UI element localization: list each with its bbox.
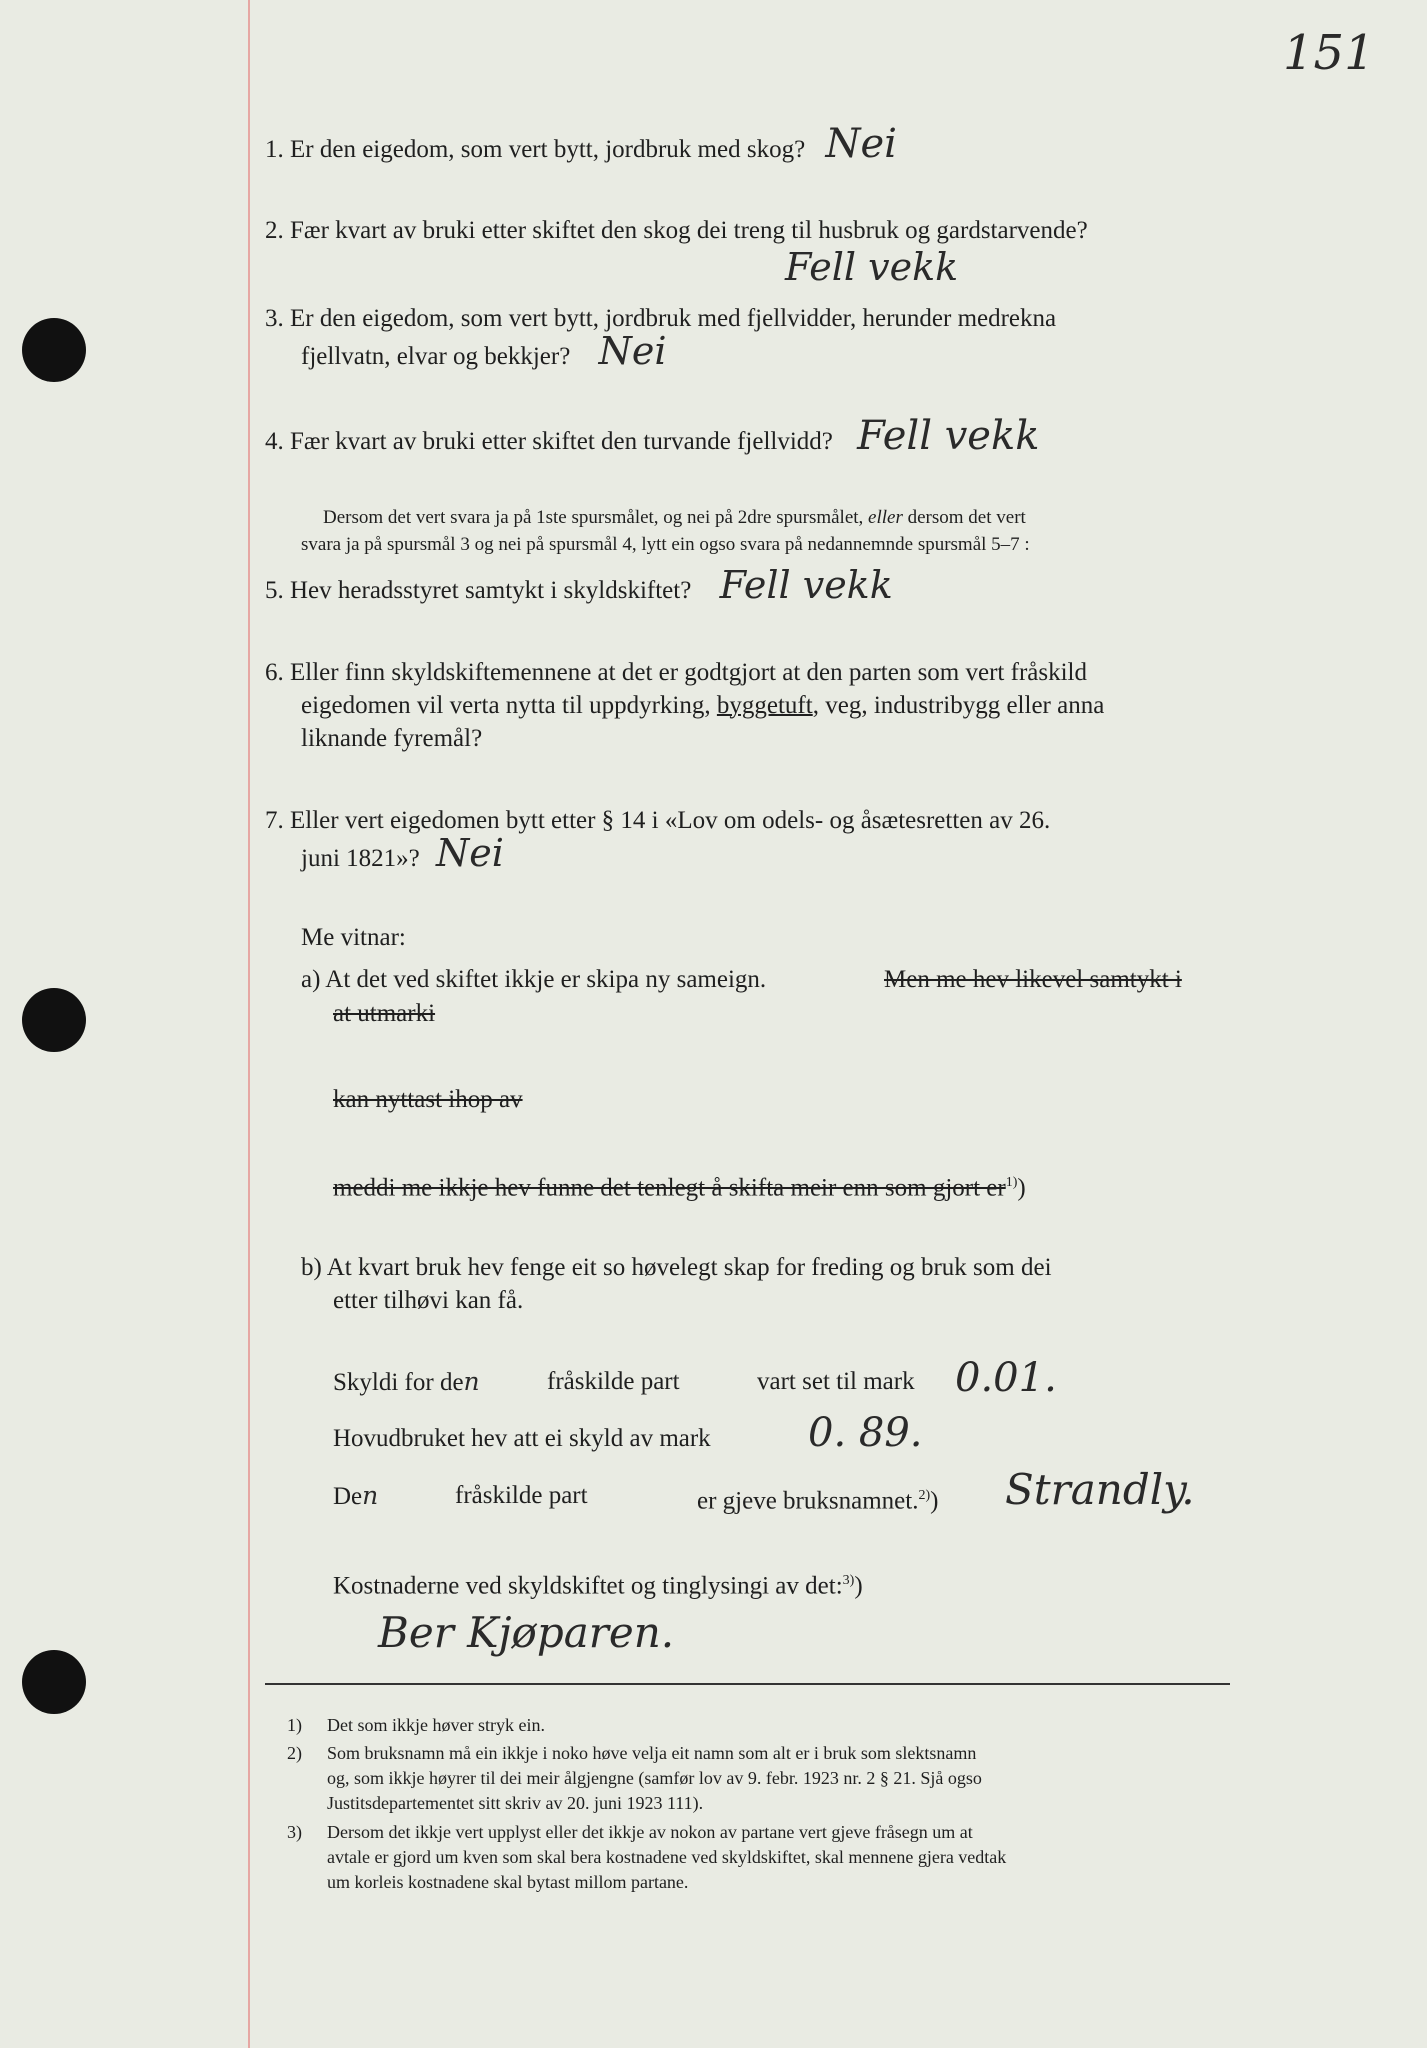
note-emphasis: eller: [868, 507, 903, 528]
question-number: 3.: [265, 305, 284, 332]
instruction-note-line-1: [323, 505, 1026, 531]
punch-hole-top: [22, 318, 86, 382]
skyld-line-3-part: fråskilde part: [455, 1482, 588, 1509]
note-text: dersom det vert: [907, 507, 1026, 528]
handwritten-answer: Nei: [436, 831, 504, 875]
question-number: 6.: [265, 659, 284, 686]
kostnad-answer: Ber Kjøparen.: [378, 1608, 675, 1657]
footnote-1-mark: 1): [287, 1715, 302, 1735]
question-7: [265, 804, 1050, 837]
question-4: [265, 413, 1040, 459]
question-number: 4.: [265, 428, 284, 455]
footnote-rule: [265, 1683, 1230, 1685]
question-text: Eller vert eigedomen bytt etter § 14 i «Lov om odels- og åsætesretten av 26.: [290, 807, 1051, 834]
page-number: 151: [1283, 25, 1375, 81]
handwritten-answer: Nei: [825, 121, 897, 167]
skyld-line-1-mark: vart set til mark: [757, 1368, 915, 1395]
item-label: a): [301, 966, 321, 993]
underlined-word: byggetuft: [716, 692, 813, 719]
question-text: juni 1821»?: [301, 845, 420, 872]
footnote-3-line-3: um korleis kostnadene skal bytast millom partane.: [327, 1872, 689, 1892]
question-text: fjellvatn, elvar og bekkjer?: [301, 343, 571, 370]
kostnad-line: [333, 1564, 863, 1602]
footnote-ref: 3): [842, 1573, 855, 1588]
item-b-line-2: etter tilhøvi kan få.: [333, 1287, 524, 1314]
handwritten-answer: Nei: [598, 329, 667, 373]
struck-text-3: kan nyttast ihop av: [333, 1086, 523, 1113]
item-text: At det ved skiftet ikkje er skipa ny sameign.: [325, 966, 767, 993]
punch-hole-bottom: [22, 1650, 86, 1714]
footnote-3-line-2: avtale er gjord um kven som skal bera kostnadene ved skyldskiftet, skal mennene gjera vedtak: [327, 1847, 1007, 1867]
skyld-line-2: Hovudbruket hev att ei skyld av mark: [333, 1425, 711, 1452]
struck-text-1: Men me hev likevel samtykt i: [884, 966, 1182, 993]
question-text: Hev heradsstyret samtykt i skyldskiftet?: [290, 577, 692, 604]
question-number: 1.: [265, 136, 284, 163]
skyld-value-part: 0.01.: [955, 1355, 1057, 1401]
question-2: [265, 214, 1088, 247]
footnote-2-line-3: Justitsdepartementet sitt skriv av 20. juni 1923 111).: [327, 1793, 704, 1813]
skyld-line-3: [333, 1479, 378, 1513]
question-number: 7.: [265, 807, 284, 834]
item-label: b): [301, 1254, 322, 1281]
question-1: [265, 121, 897, 167]
struck-text: meddi me ikkje hev funne det tenlegt å skifta meir enn som gjort er: [333, 1174, 1006, 1202]
skyld-line-3-namn: [697, 1479, 938, 1517]
item-b: [301, 1251, 1052, 1284]
label-text: er gjeve bruksnamnet.: [697, 1487, 919, 1515]
question-text: Er den eigedom, som vert bytt, jordbruk med skog?: [290, 136, 806, 163]
note-text: Dersom det vert svara ja på 1ste spursmålet, og nei på 2dre spursmålet,: [323, 507, 864, 528]
question-text: Fær kvart av bruki etter skiftet den turvande fjellvidd?: [290, 428, 833, 455]
skyld-line-1: [333, 1365, 480, 1399]
struck-text-2: at utmarki: [333, 1000, 436, 1027]
question-3-line-2: [301, 329, 667, 373]
question-6: [265, 656, 1087, 689]
punch-hole-middle: [22, 988, 86, 1052]
question-7-line-2: [301, 831, 504, 875]
question-5: [265, 563, 893, 607]
handwritten-answer-2: Fell vekk: [785, 245, 959, 289]
question-6-line-3: liknande fyremål?: [301, 725, 483, 752]
question-text: eigedomen vil verta nytta til uppdyrking,: [301, 692, 711, 719]
question-text: , veg, industribygg eller anna: [812, 692, 1105, 719]
footnote-2-line-1: Som bruksnamn må ein ikkje i noko høve velja eit namn som alt er i bruk som slektsnamn: [327, 1743, 977, 1763]
question-text: Er den eigedom, som vert bytt, jordbruk med fjellvidder, herunder medrekna: [290, 305, 1057, 332]
footnote-ref: 2): [918, 1488, 931, 1503]
struck-text-4: [333, 1166, 1026, 1204]
question-number: 5.: [265, 577, 284, 604]
footnote-3-mark: 3): [287, 1822, 302, 1842]
question-text: Fær kvart av bruki etter skiftet den skog dei treng til husbruk og gardstarvende?: [290, 217, 1088, 244]
question-text: Eller finn skyldskiftemennene at det er godtgjort at den parten som vert fråskild: [290, 659, 1087, 686]
red-margin-line: [248, 0, 250, 2048]
footnote-2-mark: 2): [287, 1743, 302, 1763]
handwritten-answer: Fell vekk: [719, 563, 893, 607]
item-a: [301, 963, 766, 996]
skyld-value-main: 0. 89.: [808, 1410, 923, 1456]
label-text: De: [333, 1483, 363, 1510]
footnote-1-text: Det som ikkje høver stryk ein.: [327, 1715, 545, 1735]
footnote-3-line-1: Dersom det ikkje vert upplyst eller det ikkje av nokon av partane vert gjeve fråsegn um at: [327, 1822, 973, 1842]
skyld-line-1-part: fråskilde part: [547, 1368, 680, 1395]
paren: ): [1017, 1174, 1026, 1202]
footnote-ref: 1): [1005, 1175, 1018, 1190]
bruksnamn-value: Strandly.: [1005, 1465, 1195, 1514]
paren: ): [854, 1572, 863, 1600]
me-vitnar-heading: Me vitnar:: [301, 924, 406, 951]
handwritten-fill: n: [463, 1367, 480, 1396]
item-text: At kvart bruk hev fenge eit so høvelegt skap for freding og bruk som dei: [326, 1254, 1052, 1281]
label-text: Skyldi for de: [333, 1369, 464, 1396]
handwritten-fill: n: [362, 1481, 379, 1510]
footnote-2-line-2: og, som ikkje høyrer til dei meir ålgjengne (samfør lov av 9. febr. 1923 nr. 2 § 21. Sjå ogso: [327, 1768, 982, 1788]
question-6-line-2: [301, 689, 1104, 722]
question-number: 2.: [265, 217, 284, 244]
instruction-note-line-2: svara ja på spursmål 3 og nei på spursmål 4, lytt ein ogso svara på nedannemnde spursmål 5–7 :: [301, 534, 1030, 555]
label-text: Kostnaderne ved skyldskiftet og tinglysingi av det:: [333, 1572, 843, 1600]
handwritten-answer: Fell vekk: [857, 413, 1040, 459]
paren: ): [930, 1487, 939, 1515]
